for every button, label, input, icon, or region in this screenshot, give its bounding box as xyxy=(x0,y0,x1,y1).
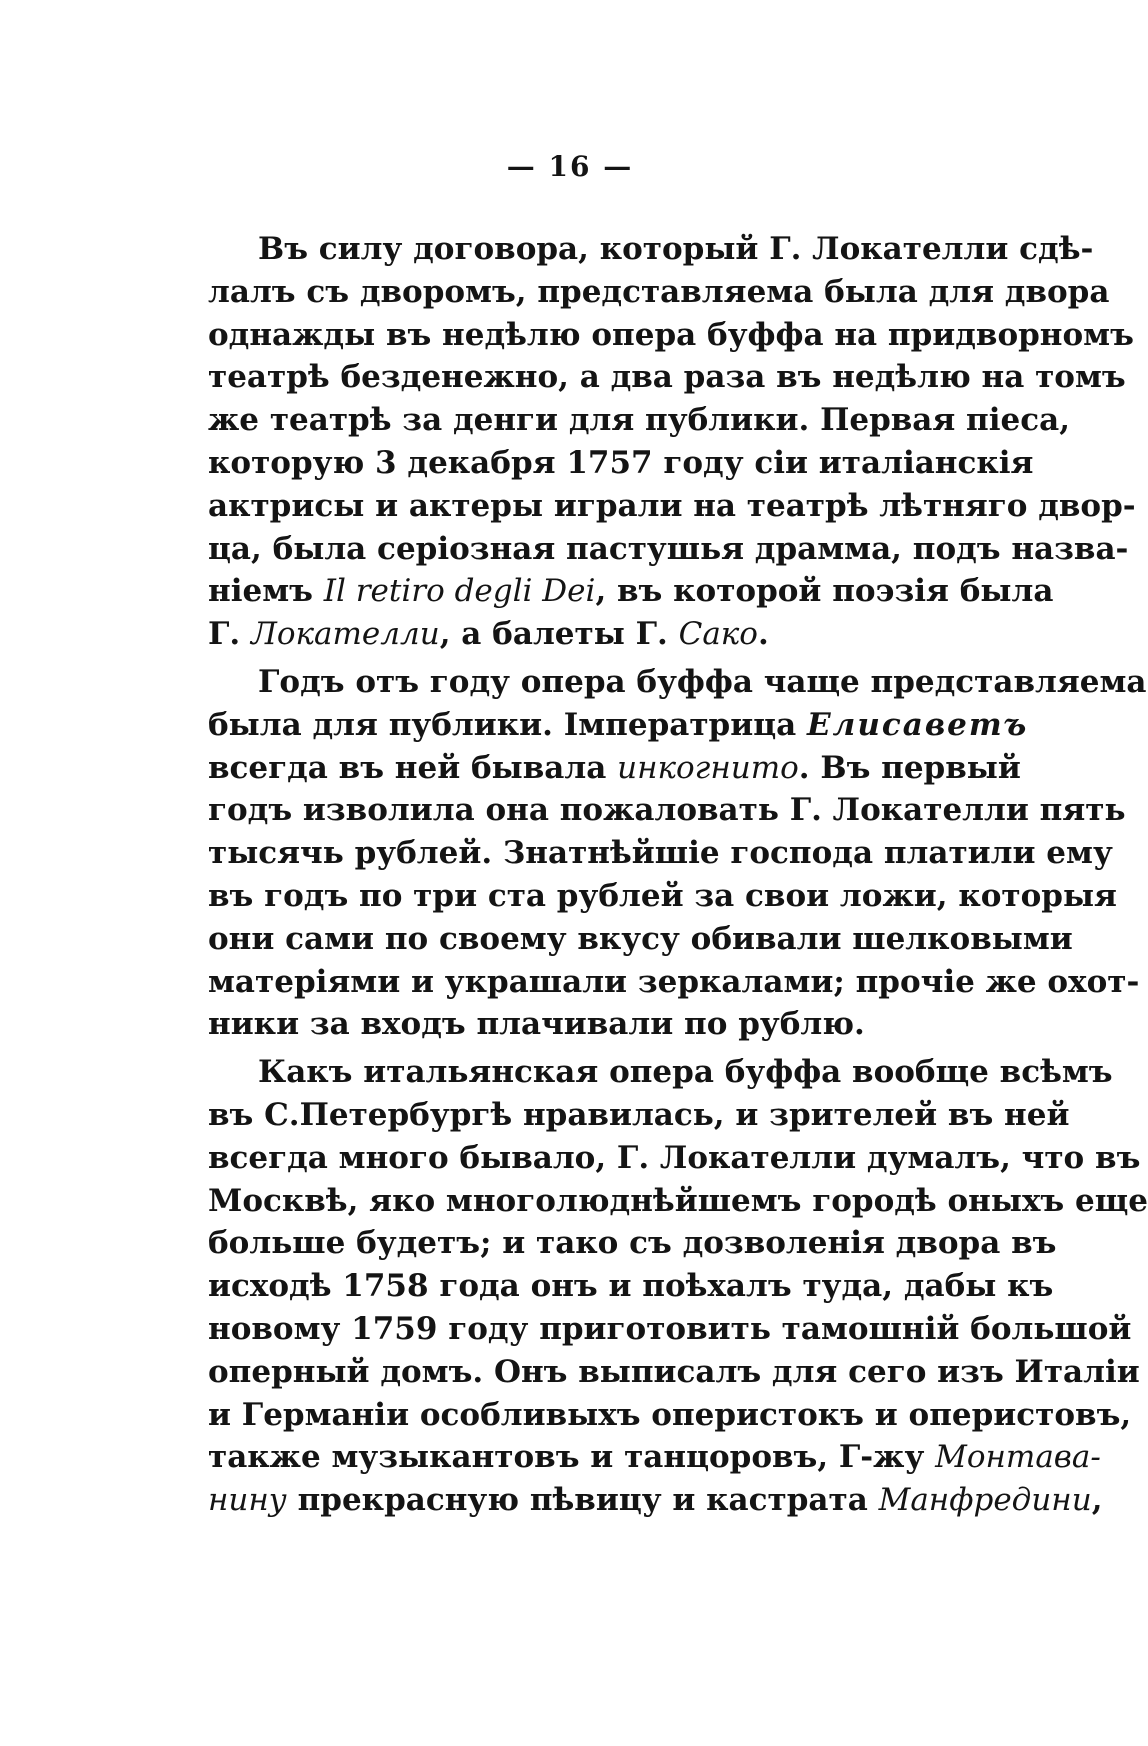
text-line xyxy=(208,485,1136,528)
text-line xyxy=(208,1180,1148,1223)
text-line xyxy=(208,961,1140,1004)
text-segment: ники за входъ плачивали по рублю. xyxy=(208,1006,865,1043)
text-line xyxy=(208,570,1054,613)
text-segment: же театрѣ за денги для публики. Первая пiеса, xyxy=(208,402,1071,439)
text-segment: новому 1759 году приготовить тамошнiй большой xyxy=(208,1310,1132,1347)
text-segment: , а балеты Г. xyxy=(439,616,679,653)
emphasis-text: Монтава- xyxy=(935,1439,1101,1476)
text-segment: годъ изволила она пожаловать Г. Локателли пять xyxy=(208,792,1126,829)
text-segment: больше будетъ; и тако съ дозволенiя двора въ xyxy=(208,1225,1057,1262)
text-line xyxy=(208,1094,1070,1137)
text-line xyxy=(208,1003,1008,1046)
text-line xyxy=(208,918,1073,961)
text-segment: и Германiи особливыхъ оперистокъ и оперистовъ, xyxy=(208,1396,1132,1433)
text-segment: . Въ первый xyxy=(798,749,1021,786)
text-line xyxy=(208,1265,1054,1308)
text-line xyxy=(208,442,1034,485)
emphasis-text: Сако xyxy=(678,616,758,653)
text-segment: оперный домъ. Онъ выписалъ для сего изъ Италiи xyxy=(208,1353,1140,1390)
text-line xyxy=(208,1436,1101,1479)
text-segment: актрисы и актеры играли на театрѣ лѣтняго двор- xyxy=(208,487,1136,524)
text-line xyxy=(208,1351,1140,1394)
text-segment: лалъ съ дворомъ, представляема была для двора xyxy=(208,273,1110,310)
text-segment: Какъ итальянская опера буффа вообще всѣмъ xyxy=(258,1054,1113,1091)
emphasis-text: Манфредини xyxy=(878,1482,1092,1519)
text-segment: театрѣ безденежно, а два раза въ недѣлю на томъ xyxy=(208,359,1126,396)
text-segment: всегда много бывало, Г. Локателли думалъ, что въ xyxy=(208,1139,1141,1176)
emphasis-text: Локателли xyxy=(251,616,440,653)
text-line xyxy=(208,1308,1132,1351)
text-line xyxy=(208,314,1134,357)
text-segment: прекрасную пѣвицу и кастрата xyxy=(286,1482,879,1519)
text-segment: они сами по своему вкусу обивали шелковыми xyxy=(208,920,1073,957)
text-segment: однажды въ недѣлю опера буффа на придворномъ xyxy=(208,316,1134,353)
text-line xyxy=(208,747,1021,790)
text-segment: Годъ отъ году опера буффа чаще представляема xyxy=(258,663,1147,700)
text-line xyxy=(208,228,1094,271)
text-line xyxy=(208,399,1071,442)
page-number: — 16 — xyxy=(506,150,634,183)
text-line xyxy=(208,875,1117,918)
text-line xyxy=(208,1222,1057,1265)
text-line xyxy=(208,789,1126,832)
text-segment: исходѣ 1758 года онъ и поѣхалъ туда, дабы къ xyxy=(208,1268,1054,1305)
text-line xyxy=(208,356,1126,399)
text-segment: матерiями и украшали зеркалами; прочiе же охот- xyxy=(208,963,1140,1000)
text-line xyxy=(208,832,1113,875)
text-line xyxy=(208,528,1129,571)
text-segment: . xyxy=(757,616,769,653)
text-segment: была для публики. Iмператрица xyxy=(208,706,807,743)
text-segment: тысячь рублей. Знатнѣйшiе господа платили ему xyxy=(208,835,1113,872)
text-segment: , xyxy=(1091,1482,1103,1519)
emphasis-text: инкогнито xyxy=(617,749,799,786)
text-line xyxy=(208,1394,1132,1437)
emphasis-text: Елисавеmъ xyxy=(807,706,1029,743)
text-segment: Въ силу договора, который Г. Локателли сдѣ- xyxy=(258,231,1094,267)
text-segment: , въ которой поэзiя была xyxy=(595,573,1054,610)
text-segment: ца, была серiозная пастушья драмма, подъ назва- xyxy=(208,530,1129,567)
text-line xyxy=(208,1137,1141,1180)
text-segment: которую 3 декабря 1757 году сiи италiанскiя xyxy=(208,444,1034,481)
text-segment: всегда въ ней бывала xyxy=(208,749,618,786)
text-line xyxy=(208,704,1029,747)
text-line xyxy=(208,661,1147,704)
body-text xyxy=(208,228,1148,1522)
text-segment: Г. xyxy=(208,616,251,653)
text-line xyxy=(208,613,1008,656)
text-segment: Москвѣ, яко многолюднѣйшемъ городѣ оныхъ еще xyxy=(208,1182,1148,1219)
text-segment: въ С.Петербургѣ нравилась, и зрителей въ ней xyxy=(208,1096,1070,1133)
text-line xyxy=(208,1051,1113,1094)
text-segment: въ годъ по три ста рублей за свои ложи, которыя xyxy=(208,877,1117,914)
text-line xyxy=(208,1479,1103,1522)
text-segment: нiемъ xyxy=(208,573,324,610)
text-line xyxy=(208,271,1110,314)
emphasis-text: Il retiro degli Dei xyxy=(323,573,596,610)
emphasis-text: нину xyxy=(208,1482,287,1519)
text-segment: также музыкантовъ и танцоровъ, Г-жу xyxy=(208,1439,936,1476)
